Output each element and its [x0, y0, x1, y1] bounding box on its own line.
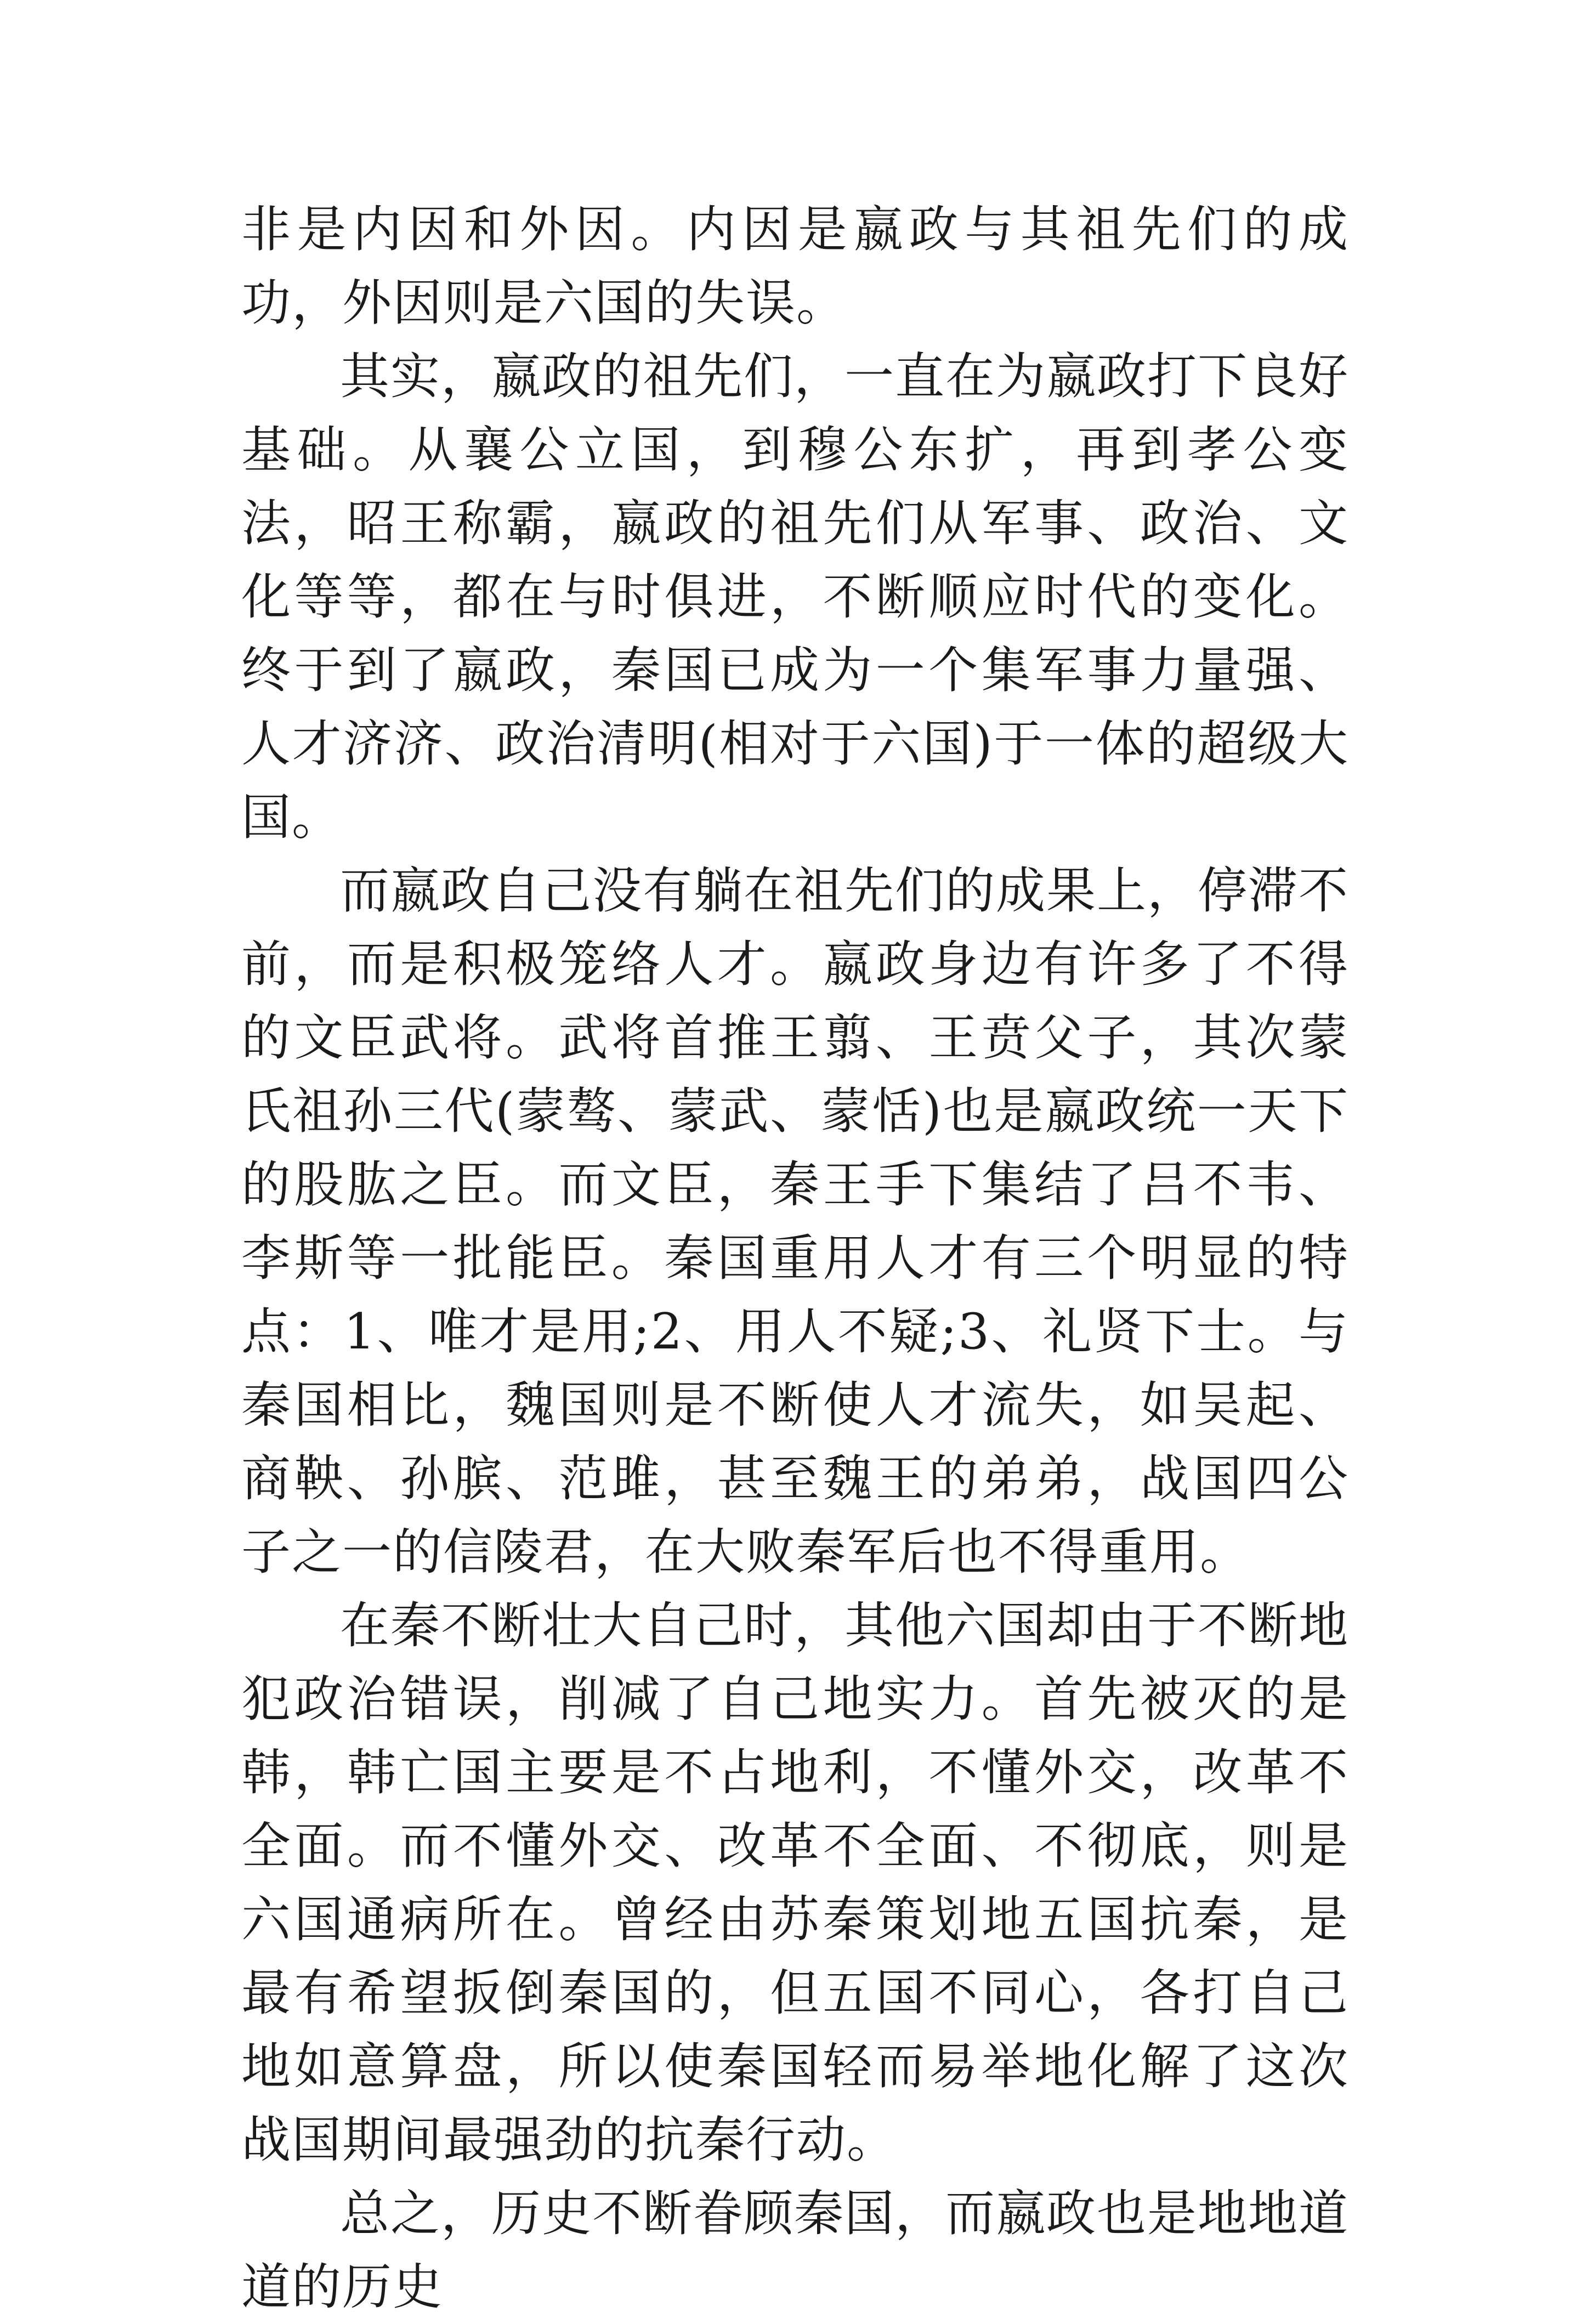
paragraph-1: 非是内因和外因。内因是嬴政与其祖先们的成功，外因则是六国的失误。 — [241, 201, 1349, 332]
paragraph-5: 总之，历史不断眷顾秦国，而嬴政也是地地道道的历史 — [241, 2185, 1349, 2316]
body-text — [241, 193, 1349, 2324]
paragraph-4: 在秦不断壮大自己时，其他六国却由于不断地犯政治错误，削减了自己地实力。首先被灭的是韩，韩亡国主要是不占地利，不懂外交，改革不全面。而不懂外交、改革不全面、不彻底，则是六国通病所在。曾经由苏秦策划地五国抗秦，是最有希望扳倒秦国的，但五国不同心，各打自己地如意算盘，所以使秦国轻而易举地化解了这次战国期间最强劲的抗秦行动。 — [241, 1597, 1349, 2169]
paragraph-2: 其实，嬴政的祖先们，一直在为嬴政打下良好基础。从襄公立国，到穆公东扩，再到孝公变法，昭王称霸，嬴政的祖先们从军事、政治、文化等等，都在与时俱进，不断顺应时代的变化。终于到了嬴政，秦国已成为一个集军事力量强、人才济济、政治清明(相对于六国)于一体的超级大国。 — [241, 348, 1349, 846]
paragraph-3: 而嬴政自己没有躺在祖先们的成果上，停滞不前，而是积极笼络人才。嬴政身边有许多了不得的文臣武将。武将首推王翦、王贲父子，其次蒙氏祖孙三代(蒙骜、蒙武、蒙恬)也是嬴政统一天下的股肱之臣。而文臣，秦王手下集结了吕不韦、李斯等一批能臣。秦国重用人才有三个明显的特点：1、唯才是用;2、用人不疑;3、礼贤下士。与秦国相比，魏国则是不断使人才流失，如吴起、商鞅、孙膑、范雎，甚至魏王的弟弟，战国四公子之一的信陵君，在大败秦军后也不得重用。 — [241, 862, 1349, 1581]
